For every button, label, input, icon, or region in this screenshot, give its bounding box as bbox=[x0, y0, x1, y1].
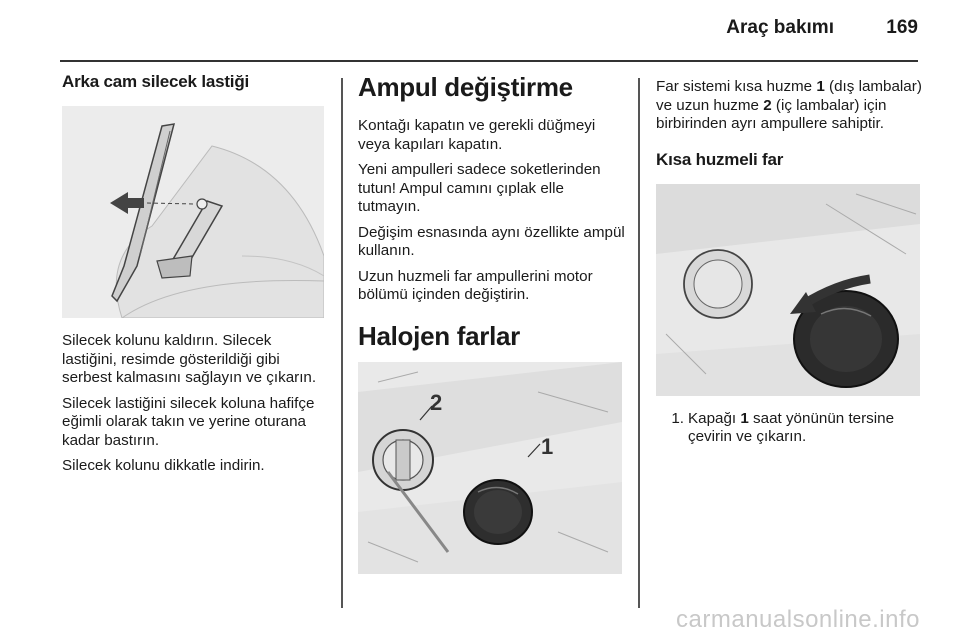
paragraph: Kontağı kapatın ve gerekli düğmeyi veya kapıları kapatın. bbox=[358, 117, 596, 153]
header-rule bbox=[60, 60, 918, 62]
paragraph: Uzun huzmeli far ampullerini motor bölümü içinden değiştirin. bbox=[358, 267, 593, 303]
section-heading: Arka cam silecek lastiği bbox=[62, 72, 250, 91]
column-divider bbox=[638, 78, 640, 608]
column-divider bbox=[341, 78, 343, 608]
header-title: Araç bakımı bbox=[726, 17, 834, 38]
subsection-heading: Halojen farlar bbox=[358, 320, 520, 351]
intro-paragraph: Far sistemi kısa huzme 1 (dış lambalar) ve uzun huzme 2 (iç lambalar) için birbirinden ayrı ampullere sahiptir. bbox=[656, 78, 922, 132]
section-heading: Kısa huzmeli far bbox=[656, 149, 784, 169]
step-text: Kapağı 1 saat yönünün tersine çevirin ve çıkarın. bbox=[688, 409, 895, 445]
callout-1: 1 bbox=[541, 433, 554, 459]
column-3 bbox=[656, 72, 922, 447]
low-beam-cover-figure bbox=[656, 184, 920, 396]
paragraph: Silecek kolunu kaldırın. Silecek lastiğini, resimde gösterildiği gibi serbest kalmasını sağlayın ve çıkarın. bbox=[62, 332, 317, 386]
paragraph: Silecek kolunu dikkatle indirin. bbox=[62, 457, 265, 474]
page-number: 169 bbox=[886, 17, 918, 38]
watermark: carmanualsonline.info bbox=[676, 606, 920, 633]
wiper-blade-figure bbox=[62, 106, 324, 318]
halogen-headlamp-figure bbox=[358, 362, 622, 574]
callout-2: 2 bbox=[430, 389, 443, 415]
paragraph: Değişim esnasında aynı özellikte ampül kullanın. bbox=[358, 223, 625, 259]
paragraph: Silecek lastiğini silecek koluna hafifçe eğimli olarak takın ve yerine oturana kadar bastırın. bbox=[62, 394, 315, 449]
paragraph: Yeni ampulleri sadece soketlerinden tutun! Ampul camını çıplak elle tutmayın. bbox=[358, 161, 601, 215]
section-heading: Ampul değiştirme bbox=[358, 72, 573, 102]
step-number: 1. bbox=[671, 409, 684, 427]
column-1 bbox=[62, 72, 328, 483]
column-2 bbox=[358, 72, 628, 574]
step-item bbox=[656, 410, 922, 447]
